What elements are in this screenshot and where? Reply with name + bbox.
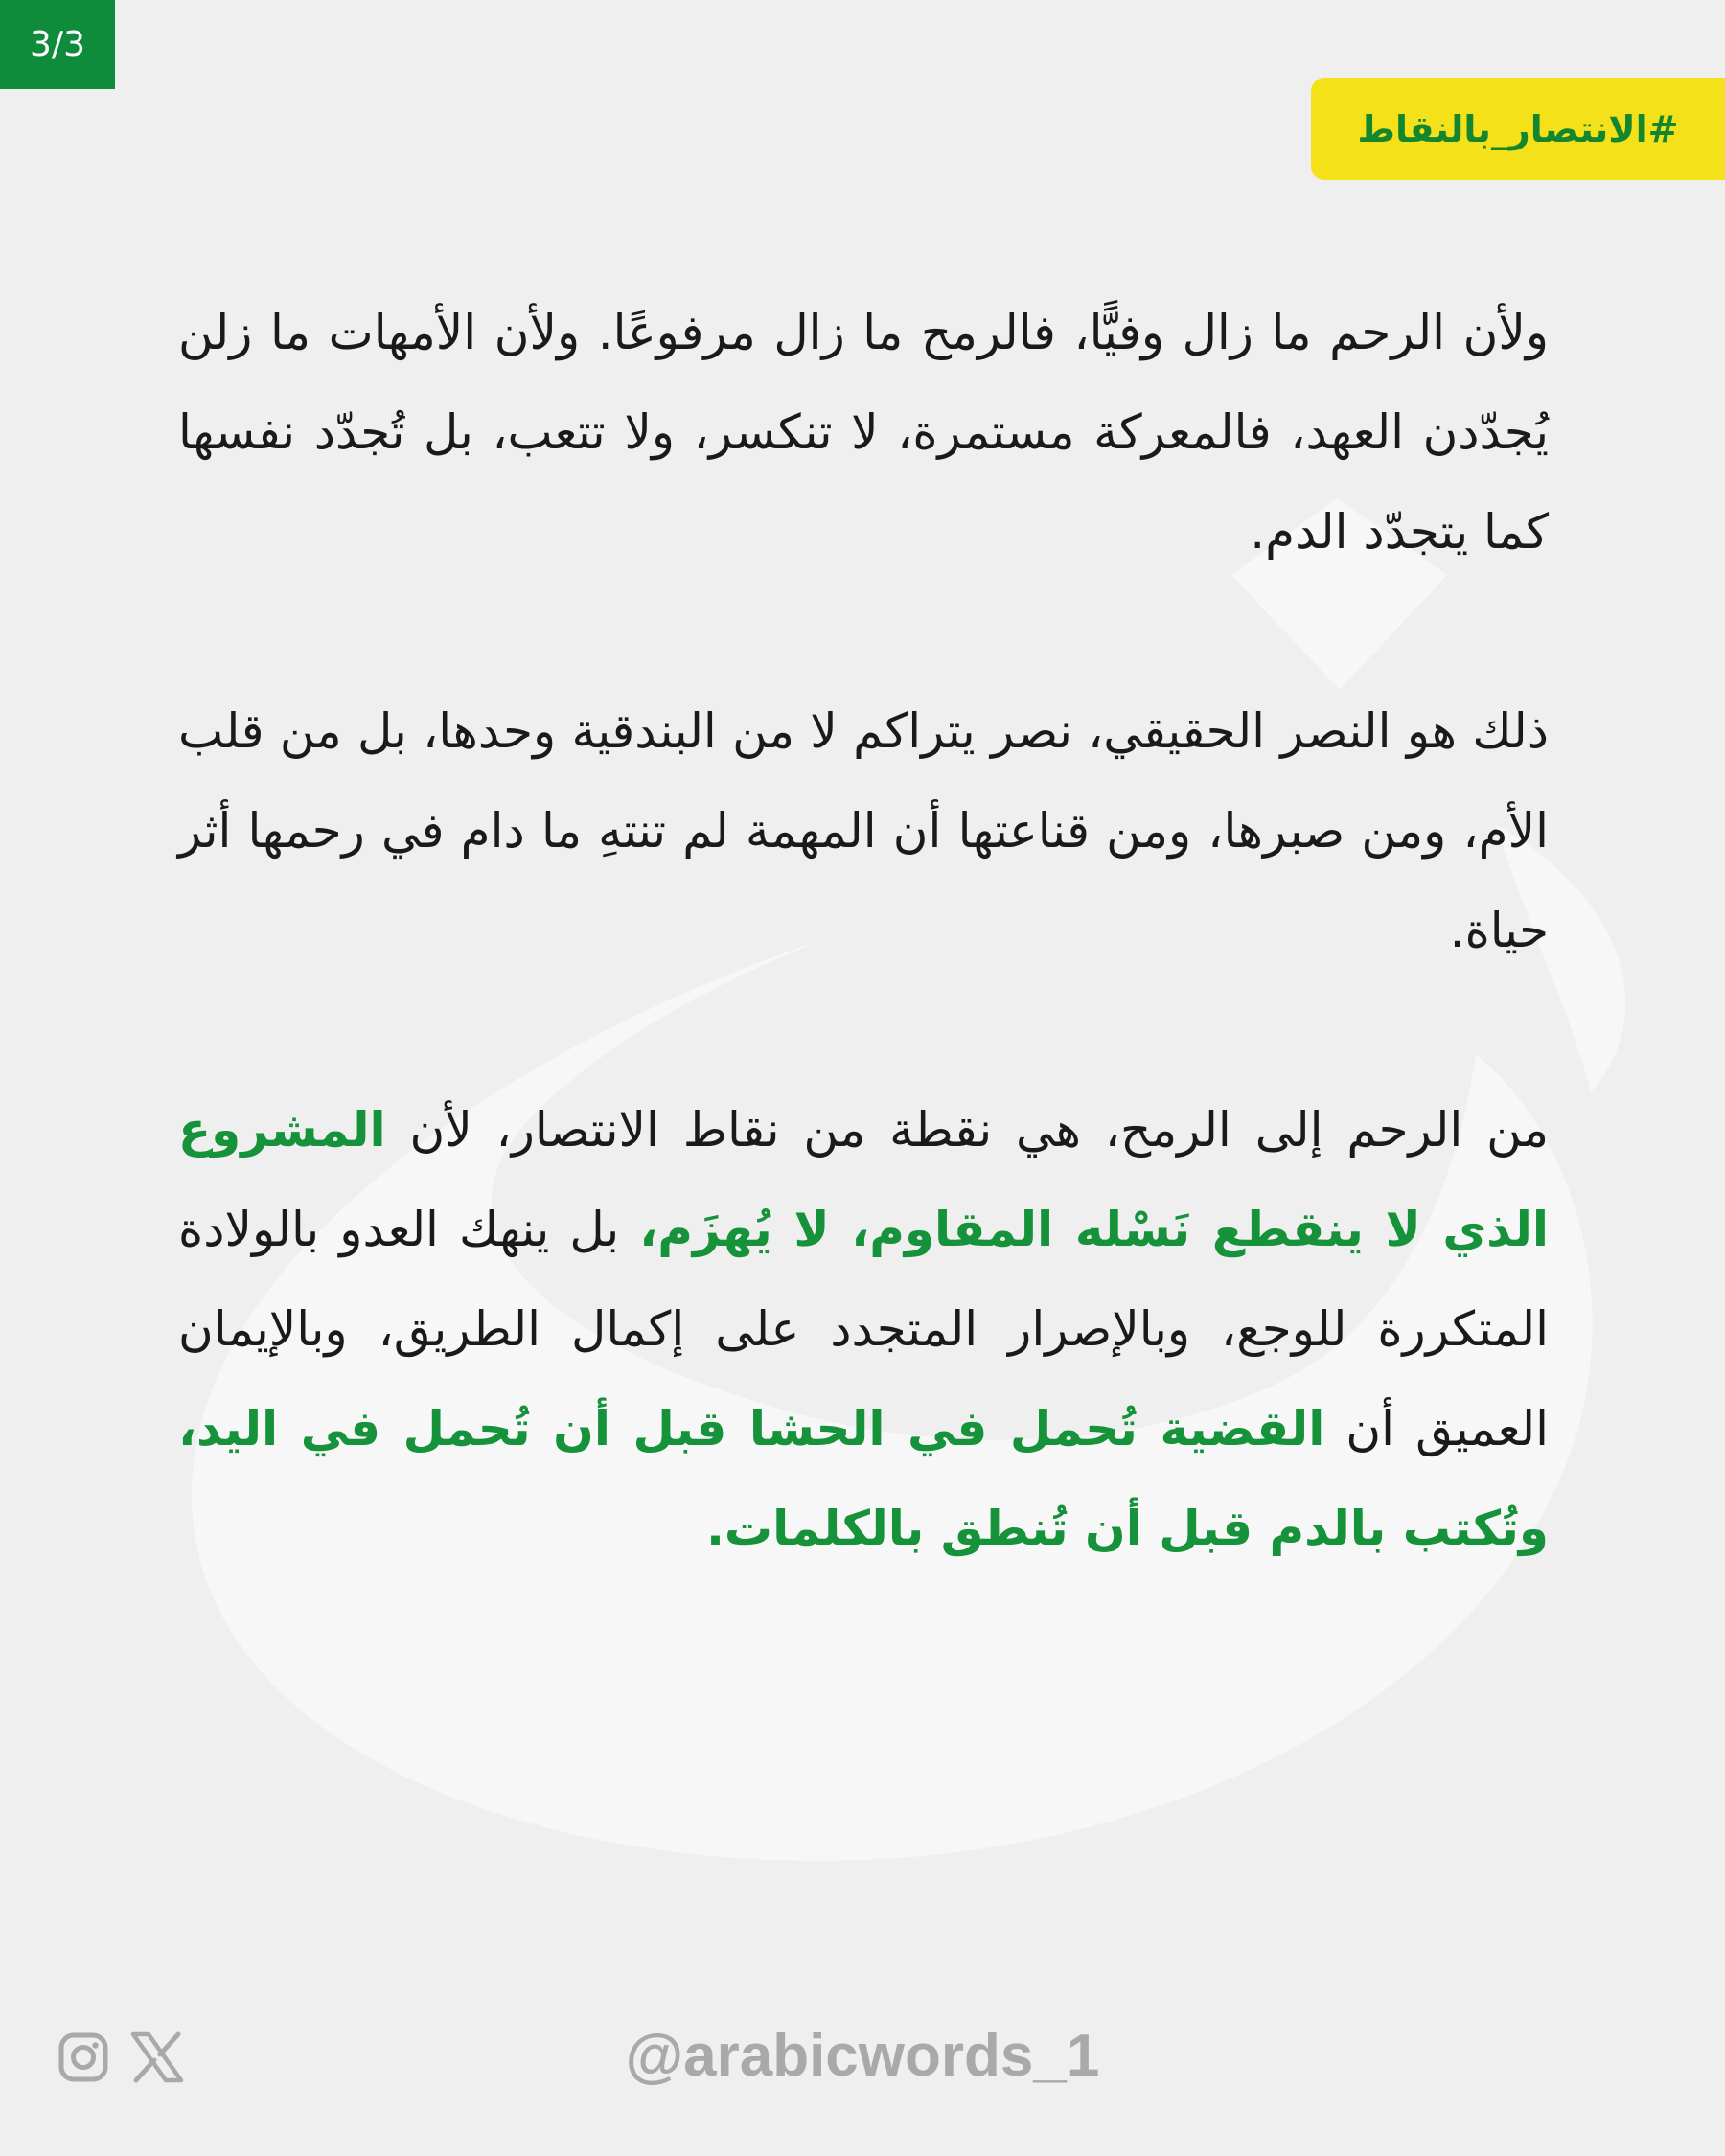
social-handle-text: @arabicwords_1: [625, 2023, 1100, 2089]
hashtag-text: #الانتصار_بالنقاط: [1357, 107, 1679, 150]
paragraph-1: [178, 283, 1549, 582]
paragraph-2-text: ذلك هو النصر الحقيقي، نصر يتراكم لا من البندقية وحدها، بل من قلب الأم، ومن صبرها، ومن قناعتها أن المهمة لم تنتهِ ما دام في رحمها أثر حياة.: [178, 703, 1549, 958]
paragraph-3: [178, 1080, 1549, 1578]
page-counter-text: 3/3: [30, 25, 85, 64]
paragraph-3-segment-1: من الرحم إلى الرمح، هي نقطة من نقاط الانتصار، لأن: [385, 1102, 1549, 1158]
hashtag-tag: [1311, 78, 1725, 180]
paragraph-3-highlight-1: المشروع الذي لا ينقطع نَسْله المقاوم، لا يُهزَم،: [178, 1102, 1549, 1257]
paragraph-2: [178, 681, 1549, 980]
paragraph-3-highlight-2: القضية تُحمل في الحشا قبل أن تُحمل في اليد، وتُكتب بالدم قبل أن تُنطق بالكلمات.: [178, 1401, 1549, 1556]
article-body: [178, 283, 1549, 1578]
social-handle: [0, 2022, 1725, 2090]
paragraph-3-segment-2: بل ينهك العدو بالولادة المتكررة للوجع، وبالإصرار المتجدد على إكمال الطريق، وبالإيمان العميق أن: [178, 1202, 1550, 1456]
page-counter-badge: [0, 0, 115, 89]
paragraph-1-text: ولأن الرحم ما زال وفيًّا، فالرمح ما زال مرفوعًا. ولأن الأمهات ما زلن يُجدّدن العهد، فالمعركة مستمرة، لا تنكسر، ولا تتعب، بل تُجدّد نفسها كما يتجدّد الدم.: [178, 305, 1549, 560]
